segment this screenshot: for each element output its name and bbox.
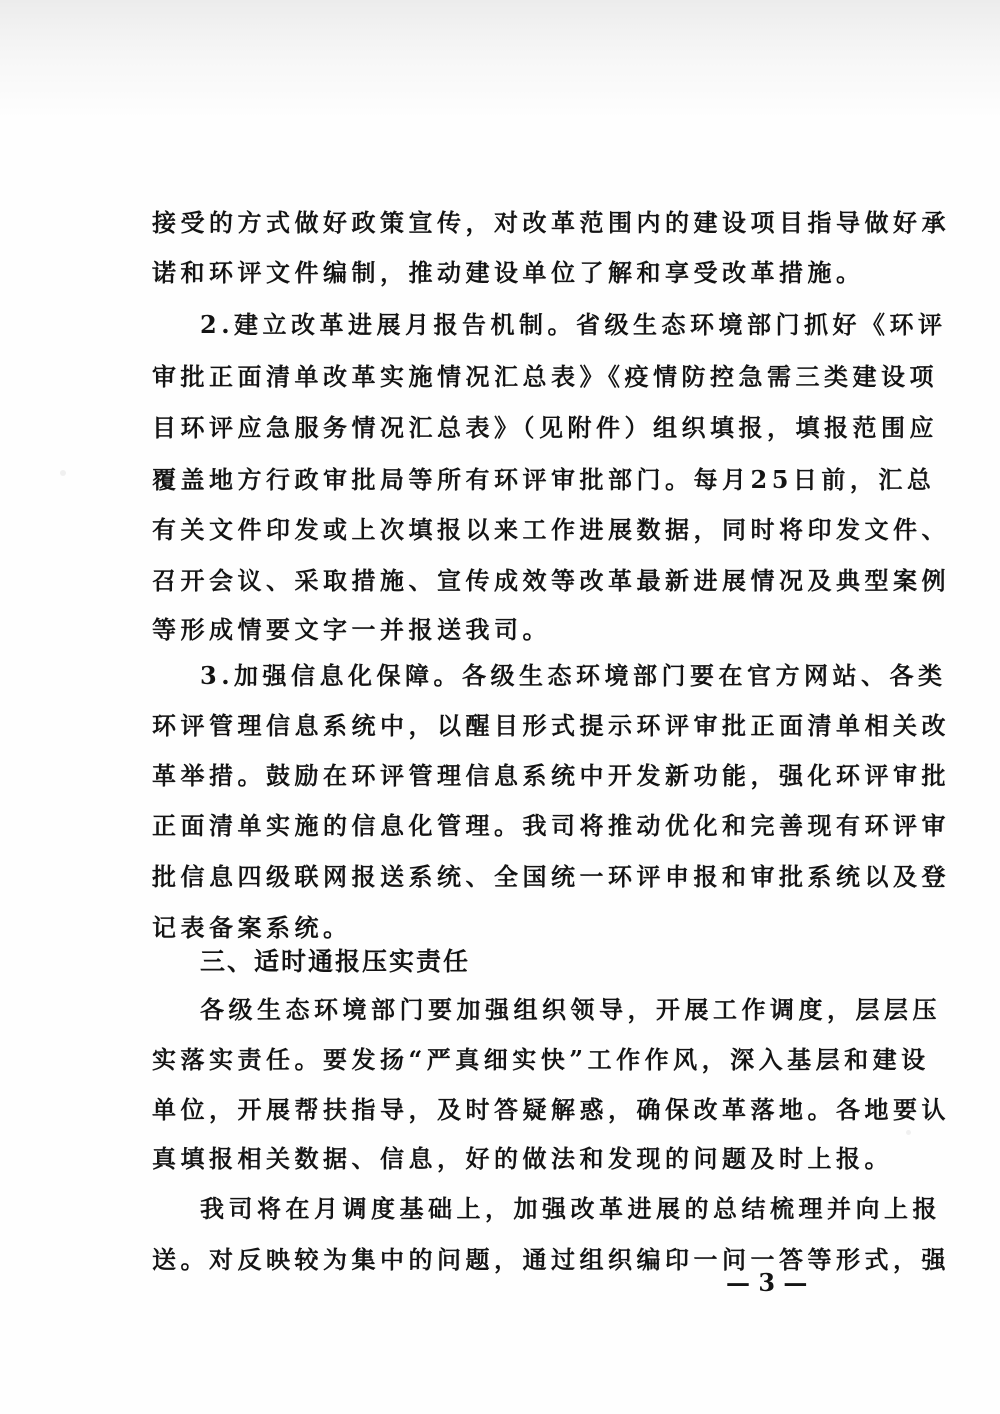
text-line: 覆盖地方行政审批局等所有环评审批部门。每月25日前，汇总 — [152, 465, 936, 494]
text-line: 我司将在月调度基础上，加强改革进展的总结梳理并向上报 — [200, 1194, 941, 1223]
text-line: 有关文件印发或上次填报以来工作进展数据，同时将印发文件、 — [152, 515, 950, 544]
scan-smudge — [906, 1130, 911, 1135]
text-line: 正面清单实施的信息化管理。我司将推动优化和完善现有环评审 — [152, 811, 950, 840]
text-line: 2.建立改革进展月报告机制。省级生态环境部门抓好《环评 — [200, 310, 947, 339]
section-heading: 三、适时通报压实责任 — [200, 947, 471, 976]
text-line: 接受的方式做好政策宣传，对改革范围内的建设项目指导做好承 — [152, 208, 950, 237]
page-number: — 3 — — [726, 1268, 808, 1297]
text-line: 等形成情要文字一并报送我司。 — [152, 615, 551, 644]
text-line: 实落实责任。要发扬“严真细实快”工作作风，深入基层和建设 — [152, 1045, 930, 1074]
text-line: 真填报相关数据、信息，好的做法和发现的问题及时上报。 — [152, 1144, 893, 1173]
text-line: 审批正面清单改革实施情况汇总表》《疫情防控急需三类建设项 — [152, 362, 938, 391]
text-line: 3.加强信息化保障。各级生态环境部门要在官方网站、各类 — [200, 661, 947, 690]
scan-smudge — [60, 470, 66, 476]
text-line: 诺和环评文件编制，推动建设单位了解和享受改革措施。 — [152, 258, 865, 287]
text-line: 单位，开展帮扶指导，及时答疑解惑，确保改革落地。各地要认 — [152, 1095, 950, 1124]
text-line: 各级生态环境部门要加强组织领导，开展工作调度，层层压 — [200, 995, 941, 1024]
text-line: 目环评应急服务情况汇总表》（见附件）组织填报，填报范围应 — [152, 413, 938, 442]
text-line: 环评管理信息系统中，以醒目形式提示环评审批正面清单相关改 — [152, 711, 950, 740]
text-line: 送。对反映较为集中的问题，通过组织编印一问一答等形式，强 — [152, 1245, 950, 1274]
scan-shadow — [0, 0, 1000, 120]
text-line: 批信息四级联网报送系统、全国统一环评申报和审批系统以及登 — [152, 862, 950, 891]
text-line: 召开会议、采取措施、宣传成效等改革最新进展情况及典型案例 — [152, 566, 950, 595]
text-line: 记表备案系统。 — [152, 913, 352, 942]
text-line: 革举措。鼓励在环评管理信息系统中开发新功能，强化环评审批 — [152, 761, 950, 790]
